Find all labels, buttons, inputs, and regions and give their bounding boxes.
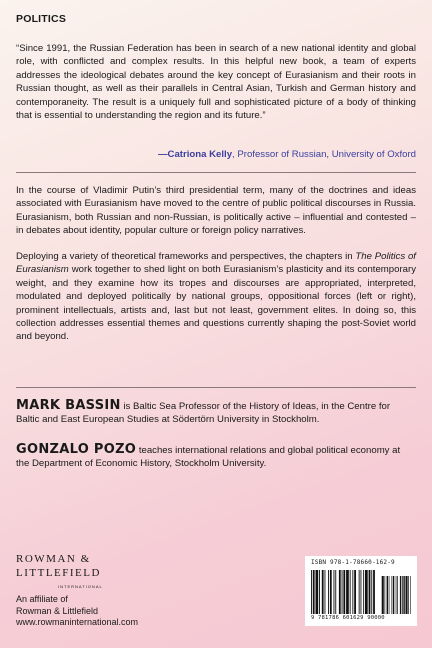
barcode-image (311, 570, 411, 614)
divider-bottom (16, 387, 416, 388)
isbn-label: ISBN 978-1-78660-162-9 (311, 559, 395, 566)
paragraph-2-start: Deploying a variety of theoretical frameworks and perspectives, the chapters in (16, 251, 356, 262)
ean-number: 9 781786 601629 (311, 615, 364, 621)
barcode-number (311, 615, 385, 621)
endorsement-attribution (158, 149, 416, 160)
description-paragraph-2 (16, 250, 416, 344)
author-text-2: teaches international relations and global political economy at the Department of Economic History, Stockholm University. (16, 445, 401, 470)
endorser-dash: — (157, 149, 168, 160)
author-bio-2 (16, 443, 416, 471)
publisher-logo-line-1: ROWMAN & (16, 553, 91, 565)
author-bio-1 (16, 399, 416, 427)
divider-top (16, 172, 416, 173)
book-title: The Politics of Eurasianism (16, 251, 416, 276)
publisher-url: www.rowmaninternational.com (16, 617, 139, 627)
price-code: 90000 (367, 615, 385, 621)
author-name-2: GONZALO POZO (16, 442, 137, 457)
author-text-1: is Baltic Sea Professor of the History of Ideas, in the Centre for Baltic and East European Studies at Södertörn University in Stockholm. (16, 401, 391, 426)
publisher-logo (16, 552, 103, 594)
category-label: POLITICS (16, 13, 67, 25)
author-name-1: MARK BASSIN (16, 398, 121, 413)
publisher-logo-line-2: LITTLEFIELD (16, 567, 101, 579)
affiliate-line-2: Rowman & Littlefield (16, 605, 99, 616)
endorsement-quote: “Since 1991, the Russian Federation has been in search of a new national identity and global role, with conflicted and complex results. In this helpful new book, a team of experts addresses the ideological debates around the key concept of Eurasianism and their roots in Russian thought, as well as their parallels in Central Asian, Turkish and German history and contemporaneity. The result is a uniquely full and sophisticated picture of a body of thinking that is essential to understanding the region and its future.” (16, 43, 416, 122)
paragraph-2-end: work together to shed light on both Eurasianism’s plasticity and its contemporary weight, and they examine how its tropes and discourses are appropriated, interpreted, modulated and deployed politically by national groups, oppositional forces (left or right), prominent intellectuals, artists and, last but not least, government elites. In doing so, this collection addresses essential themes and questions currently shaping the post-Soviet world and beyond. (16, 264, 416, 343)
description-paragraph-1: In the course of Vladimir Putin’s third presidential term, many of the doctrines and ideas associated with Eurasianism have moved to the centre of public political discourses in Russia. Eurasianism, both Russian and non-Russian, is politically active – influential and contested – in debates about identity, popular culture or foreign policy narratives. (16, 185, 416, 237)
publisher-affiliate (16, 594, 138, 629)
affiliate-line-1: An affiliate of (16, 594, 68, 604)
barcode-box (305, 556, 417, 626)
endorser-name: Catriona Kelly (167, 149, 233, 160)
endorser-title: , Professor of Russian, University of Oxford (232, 149, 416, 160)
publisher-logo-line-3: INTERNATIONAL (58, 584, 103, 589)
